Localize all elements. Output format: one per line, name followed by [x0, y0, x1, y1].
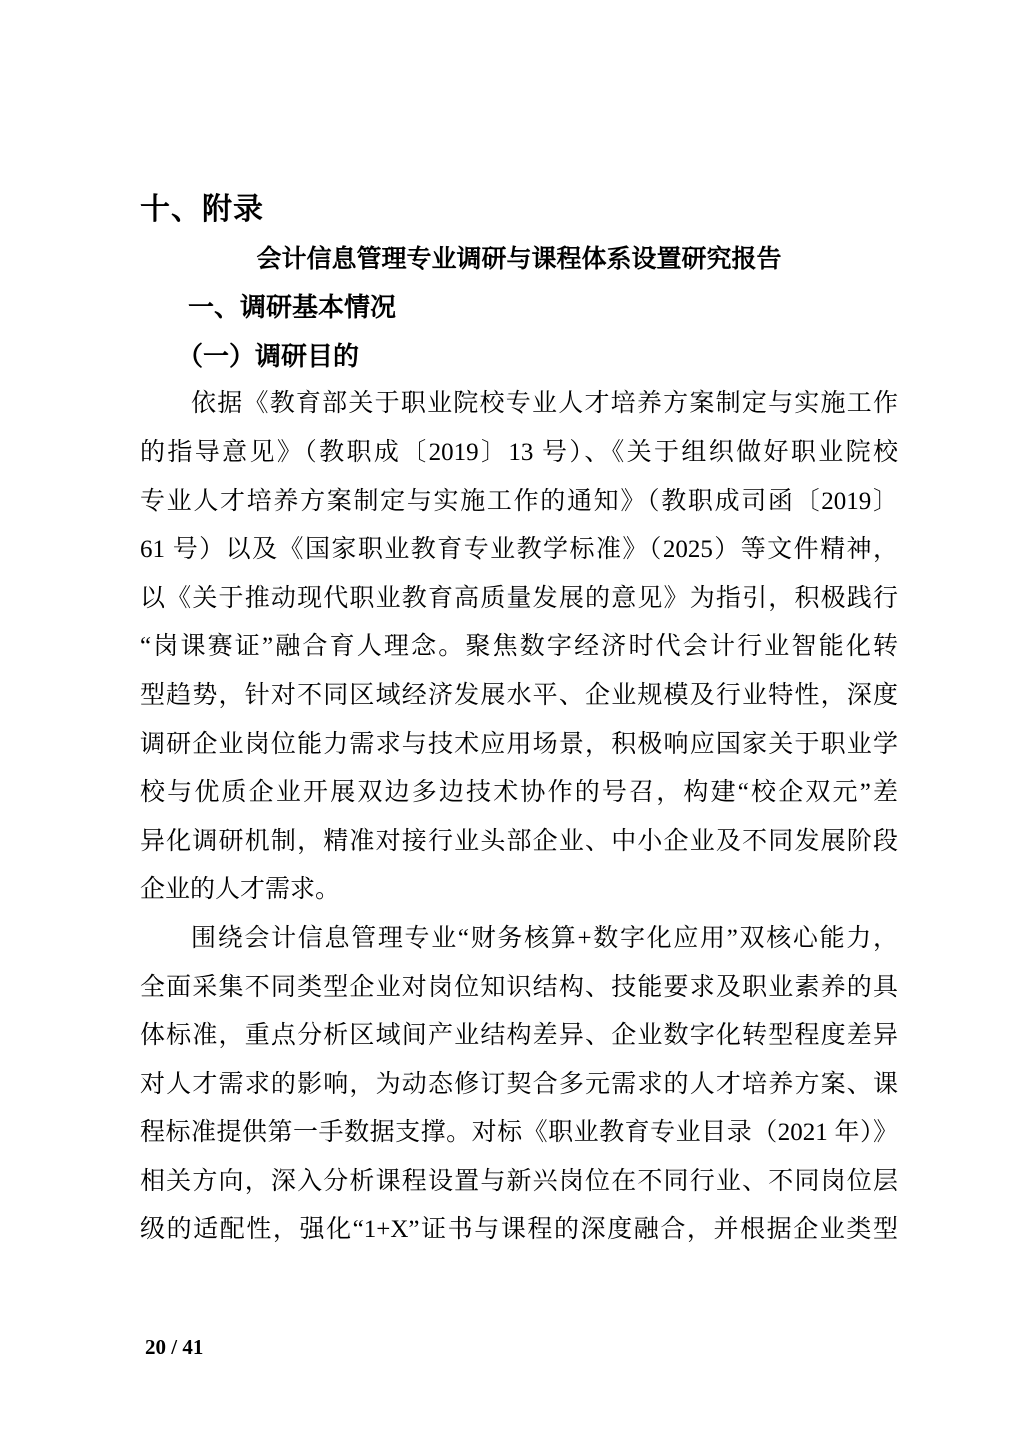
body-line: 全面采集不同类型企业对岗位知识结构、技能要求及职业素养的具: [140, 973, 898, 1001]
report-title: 会计信息管理专业调研与课程体系设置研究报告: [256, 244, 782, 273]
page-footer: [145, 1333, 203, 1361]
body-line: 型趋势，针对不同区域经济发展水平、企业规模及行业特性，深度: [140, 681, 898, 709]
body-line: 61 号）以及《国家职业教育专业教学标准》（2025）等文件精神，: [140, 536, 898, 564]
body-line: 级的适配性，强化“1+X”证书与课程的深度融合，并根据企业类型: [140, 1216, 898, 1244]
page-content: [140, 186, 898, 1255]
heading-survey-purpose: （一）调研目的: [177, 340, 360, 371]
body-line: 调研企业岗位能力需求与技术应用场景，积极响应国家关于职业学: [140, 730, 898, 758]
body-line: 专业人才培养方案制定与实施工作的通知》（教职成司函〔2019〕: [140, 487, 898, 515]
body-line: 的指导意见》（教职成〔2019〕13 号）、《关于组织做好职业院校: [140, 438, 898, 466]
body-line: 企业的人才需求。: [140, 876, 341, 904]
body-line: 以《关于推动现代职业教育高质量发展的意见》为指引，积极践行: [140, 584, 898, 612]
body-line: 围绕会计信息管理专业“财务核算+数字化应用”双核心能力，: [191, 924, 898, 952]
body-line: 相关方向，深入分析课程设置与新兴岗位在不同行业、不同岗位层: [140, 1167, 898, 1195]
body-line: 程标准提供第一手数据支撑。对标《职业教育专业目录（2021 年）》: [140, 1119, 898, 1147]
body-line: “岗课赛证”融合育人理念。聚焦数字经济时代会计行业智能化转: [140, 633, 898, 661]
body-line: 依据《教育部关于职业院校专业人才培养方案制定与实施工作: [191, 390, 898, 418]
body-text: [140, 380, 898, 1255]
section-heading-appendix: 十、附录: [140, 193, 264, 226]
heading-survey-basic-situation: 一、调研基本情况: [188, 292, 397, 323]
page-number: 20 / 41: [145, 1335, 204, 1359]
body-line: 对人才需求的影响，为动态修订契合多元需求的人才培养方案、课: [140, 1070, 898, 1098]
body-line: 校与优质企业开展双边多边技术协作的号召，构建“校企双元”差: [140, 779, 898, 807]
body-line: 体标准，重点分析区域间产业结构差异、企业数字化转型程度差异: [140, 1022, 898, 1050]
body-line: 异化调研机制，精准对接行业头部企业、中小企业及不同发展阶段: [140, 827, 898, 855]
